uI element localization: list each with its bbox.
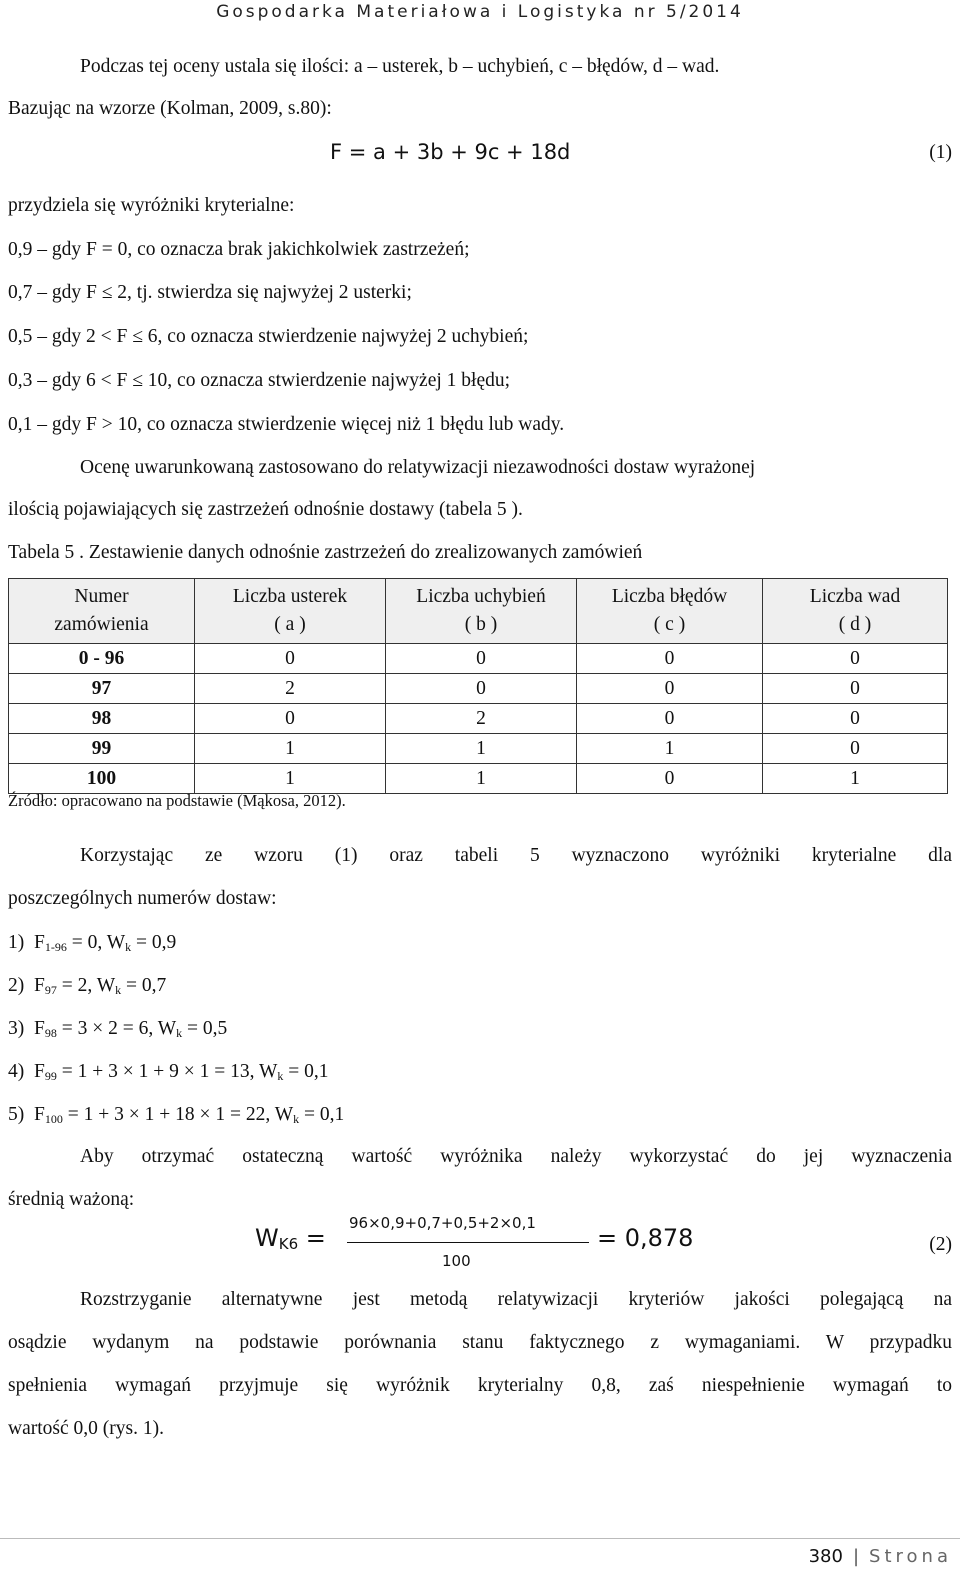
paragraph-line: spełnienia wymagań przyjmuje się wyróżnik kryterialny 0,8, zaś niespełnienie wymagań to bbox=[8, 1375, 952, 1396]
table-cell: 0 bbox=[763, 644, 948, 674]
footer-label: Strona bbox=[869, 1546, 952, 1567]
formula-2-denominator: 100 bbox=[442, 1252, 471, 1270]
formula-2-number: (2) bbox=[929, 1234, 952, 1255]
list-item: 3) $F_{98} = 3 \times 2 = 6$, $W_k = 0,5$ bbox=[8, 1018, 228, 1040]
criteria-item: 0,1 – gdy F > 10, co oznacza stwierdzenie więcej niż 1 błędu lub wady. bbox=[8, 414, 565, 435]
paragraph-line: osądzie wydanym na podstawie porównania stanu faktycznego z wymaganiami. W przypadku bbox=[8, 1332, 952, 1353]
table-cell: 0 bbox=[763, 734, 948, 764]
table-cell: 98 bbox=[9, 704, 195, 734]
formula-2-lhs: $W_{K6}$ = bbox=[255, 1224, 326, 1253]
criteria-item: 0,7 – gdy F ≤ 2, tj. stwierdza się najwyżej 2 usterki; bbox=[8, 282, 412, 303]
running-header: Gospodarka Materiałowa i Logistyka nr 5/2014 bbox=[216, 2, 744, 22]
list-item: 5) $F_{100} = 1 + 3 \times 1 + 18 \times 1 = 22$, $W_k = 0,1$ bbox=[8, 1104, 345, 1126]
table-cell: 1 bbox=[763, 764, 948, 794]
footer-separator: | bbox=[852, 1546, 860, 1567]
table-cell: 0 bbox=[577, 704, 763, 734]
col-header-c: Liczba błędów ( c ) bbox=[577, 579, 763, 644]
table-cell: 1 bbox=[386, 764, 577, 794]
paragraph-line: wartość 0,0 (rys. 1). bbox=[8, 1418, 164, 1439]
list-item: 4) $F_{99} = 1 + 3 \times 1 + 9 \times 1 = 13$, $W_k = 0,1$ bbox=[8, 1061, 329, 1083]
paragraph-line: poszczególnych numerów dostaw: bbox=[8, 888, 277, 909]
paragraph-line: Korzystając ze wzoru (1) oraz tabeli 5 wyznaczono wyróżniki kryterialne dla bbox=[80, 845, 952, 866]
table-row bbox=[9, 674, 948, 704]
list-item: 2) $F_{97} = 2$, $W_k = 0,7$ bbox=[8, 975, 167, 997]
table-cell: 2 bbox=[195, 674, 386, 704]
formula-2-numerator: 96×0,9+0,7+0,5+2×0,1 bbox=[349, 1214, 536, 1232]
table-cell: 97 bbox=[9, 674, 195, 704]
table-cell: 2 bbox=[386, 704, 577, 734]
table-cell: 0 bbox=[386, 644, 577, 674]
paragraph-line: Rozstrzyganie alternatywne jest metodą relatywizacji kryteriów jakości polegającą na bbox=[80, 1289, 952, 1310]
table-cell: 1 bbox=[195, 764, 386, 794]
table-cell: 0 bbox=[763, 704, 948, 734]
criteria-item: 0,5 – gdy 2 < F ≤ 6, co oznacza stwierdzenie najwyżej 2 uchybień; bbox=[8, 326, 529, 347]
table-caption: Tabela 5 . Zestawienie danych odnośnie zastrzeżeń do zrealizowanych zamówień bbox=[8, 542, 643, 563]
page-number: 380 bbox=[808, 1546, 843, 1567]
table-cell: 0 bbox=[195, 644, 386, 674]
criteria-intro: przydziela się wyróżniki kryterialne: bbox=[8, 195, 295, 216]
formula-1: F = a + 3b + 9c + 18d bbox=[330, 140, 571, 164]
table-source: Źródło: opracowano na podstawie (Mąkosa, 2012). bbox=[8, 791, 346, 810]
table-cell: 0 bbox=[577, 674, 763, 704]
criteria-item: 0,9 – gdy F = 0, co oznacza brak jakichkolwiek zastrzeżeń; bbox=[8, 239, 470, 260]
table-cell: 0 - 96 bbox=[9, 644, 195, 674]
table-cell: 100 bbox=[9, 764, 195, 794]
table-cell: 99 bbox=[9, 734, 195, 764]
col-header-a: Liczba usterek ( a ) bbox=[195, 579, 386, 644]
col-header-d: Liczba wad ( d ) bbox=[763, 579, 948, 644]
table-row bbox=[9, 734, 948, 764]
table-cell: 0 bbox=[577, 644, 763, 674]
criteria-item: 0,3 – gdy 6 < F ≤ 10, co oznacza stwierdzenie najwyżej 1 błędu; bbox=[8, 370, 511, 391]
table-cell: 1 bbox=[386, 734, 577, 764]
paragraph-line: Aby otrzymać ostateczną wartość wyróżnika należy wykorzystać do jej wyznaczenia bbox=[80, 1146, 952, 1167]
table-cell: 1 bbox=[195, 734, 386, 764]
table-row bbox=[9, 644, 948, 674]
intro-line: Podczas tej oceny ustala się ilości: a – usterek, b – uchybień, c – błędów, d – wad. bbox=[80, 56, 720, 77]
table-cell: 1 bbox=[577, 734, 763, 764]
intro-line: Bazując na wzorze (Kolman, 2009, s.80): bbox=[8, 98, 332, 119]
table-5 bbox=[8, 578, 948, 794]
fraction-bar bbox=[347, 1242, 589, 1243]
paragraph-line: średnią ważoną: bbox=[8, 1189, 135, 1210]
col-header-b: Liczba uchybień ( b ) bbox=[386, 579, 577, 644]
col-header-order: Numer zamówienia bbox=[9, 579, 195, 644]
paragraph-line: ilością pojawiających się zastrzeżeń odnośnie dostawy (tabela 5 ). bbox=[8, 499, 523, 520]
formula-1-number: (1) bbox=[929, 142, 952, 163]
formula-2-result: = 0,878 bbox=[597, 1224, 694, 1252]
table-cell: 0 bbox=[386, 674, 577, 704]
list-item: 1) $F_{1-96} = 0$, $W_k = 0,9$ bbox=[8, 932, 177, 954]
table-cell: 0 bbox=[577, 764, 763, 794]
table-cell: 0 bbox=[195, 704, 386, 734]
table-cell: 0 bbox=[763, 674, 948, 704]
page-footer bbox=[809, 1546, 952, 1567]
paragraph-line: Ocenę uwarunkowaną zastosowano do relatywizacji niezawodności dostaw wyrażonej bbox=[80, 457, 756, 478]
footer-rule bbox=[0, 1538, 960, 1539]
table-row bbox=[9, 764, 948, 794]
table-row bbox=[9, 704, 948, 734]
